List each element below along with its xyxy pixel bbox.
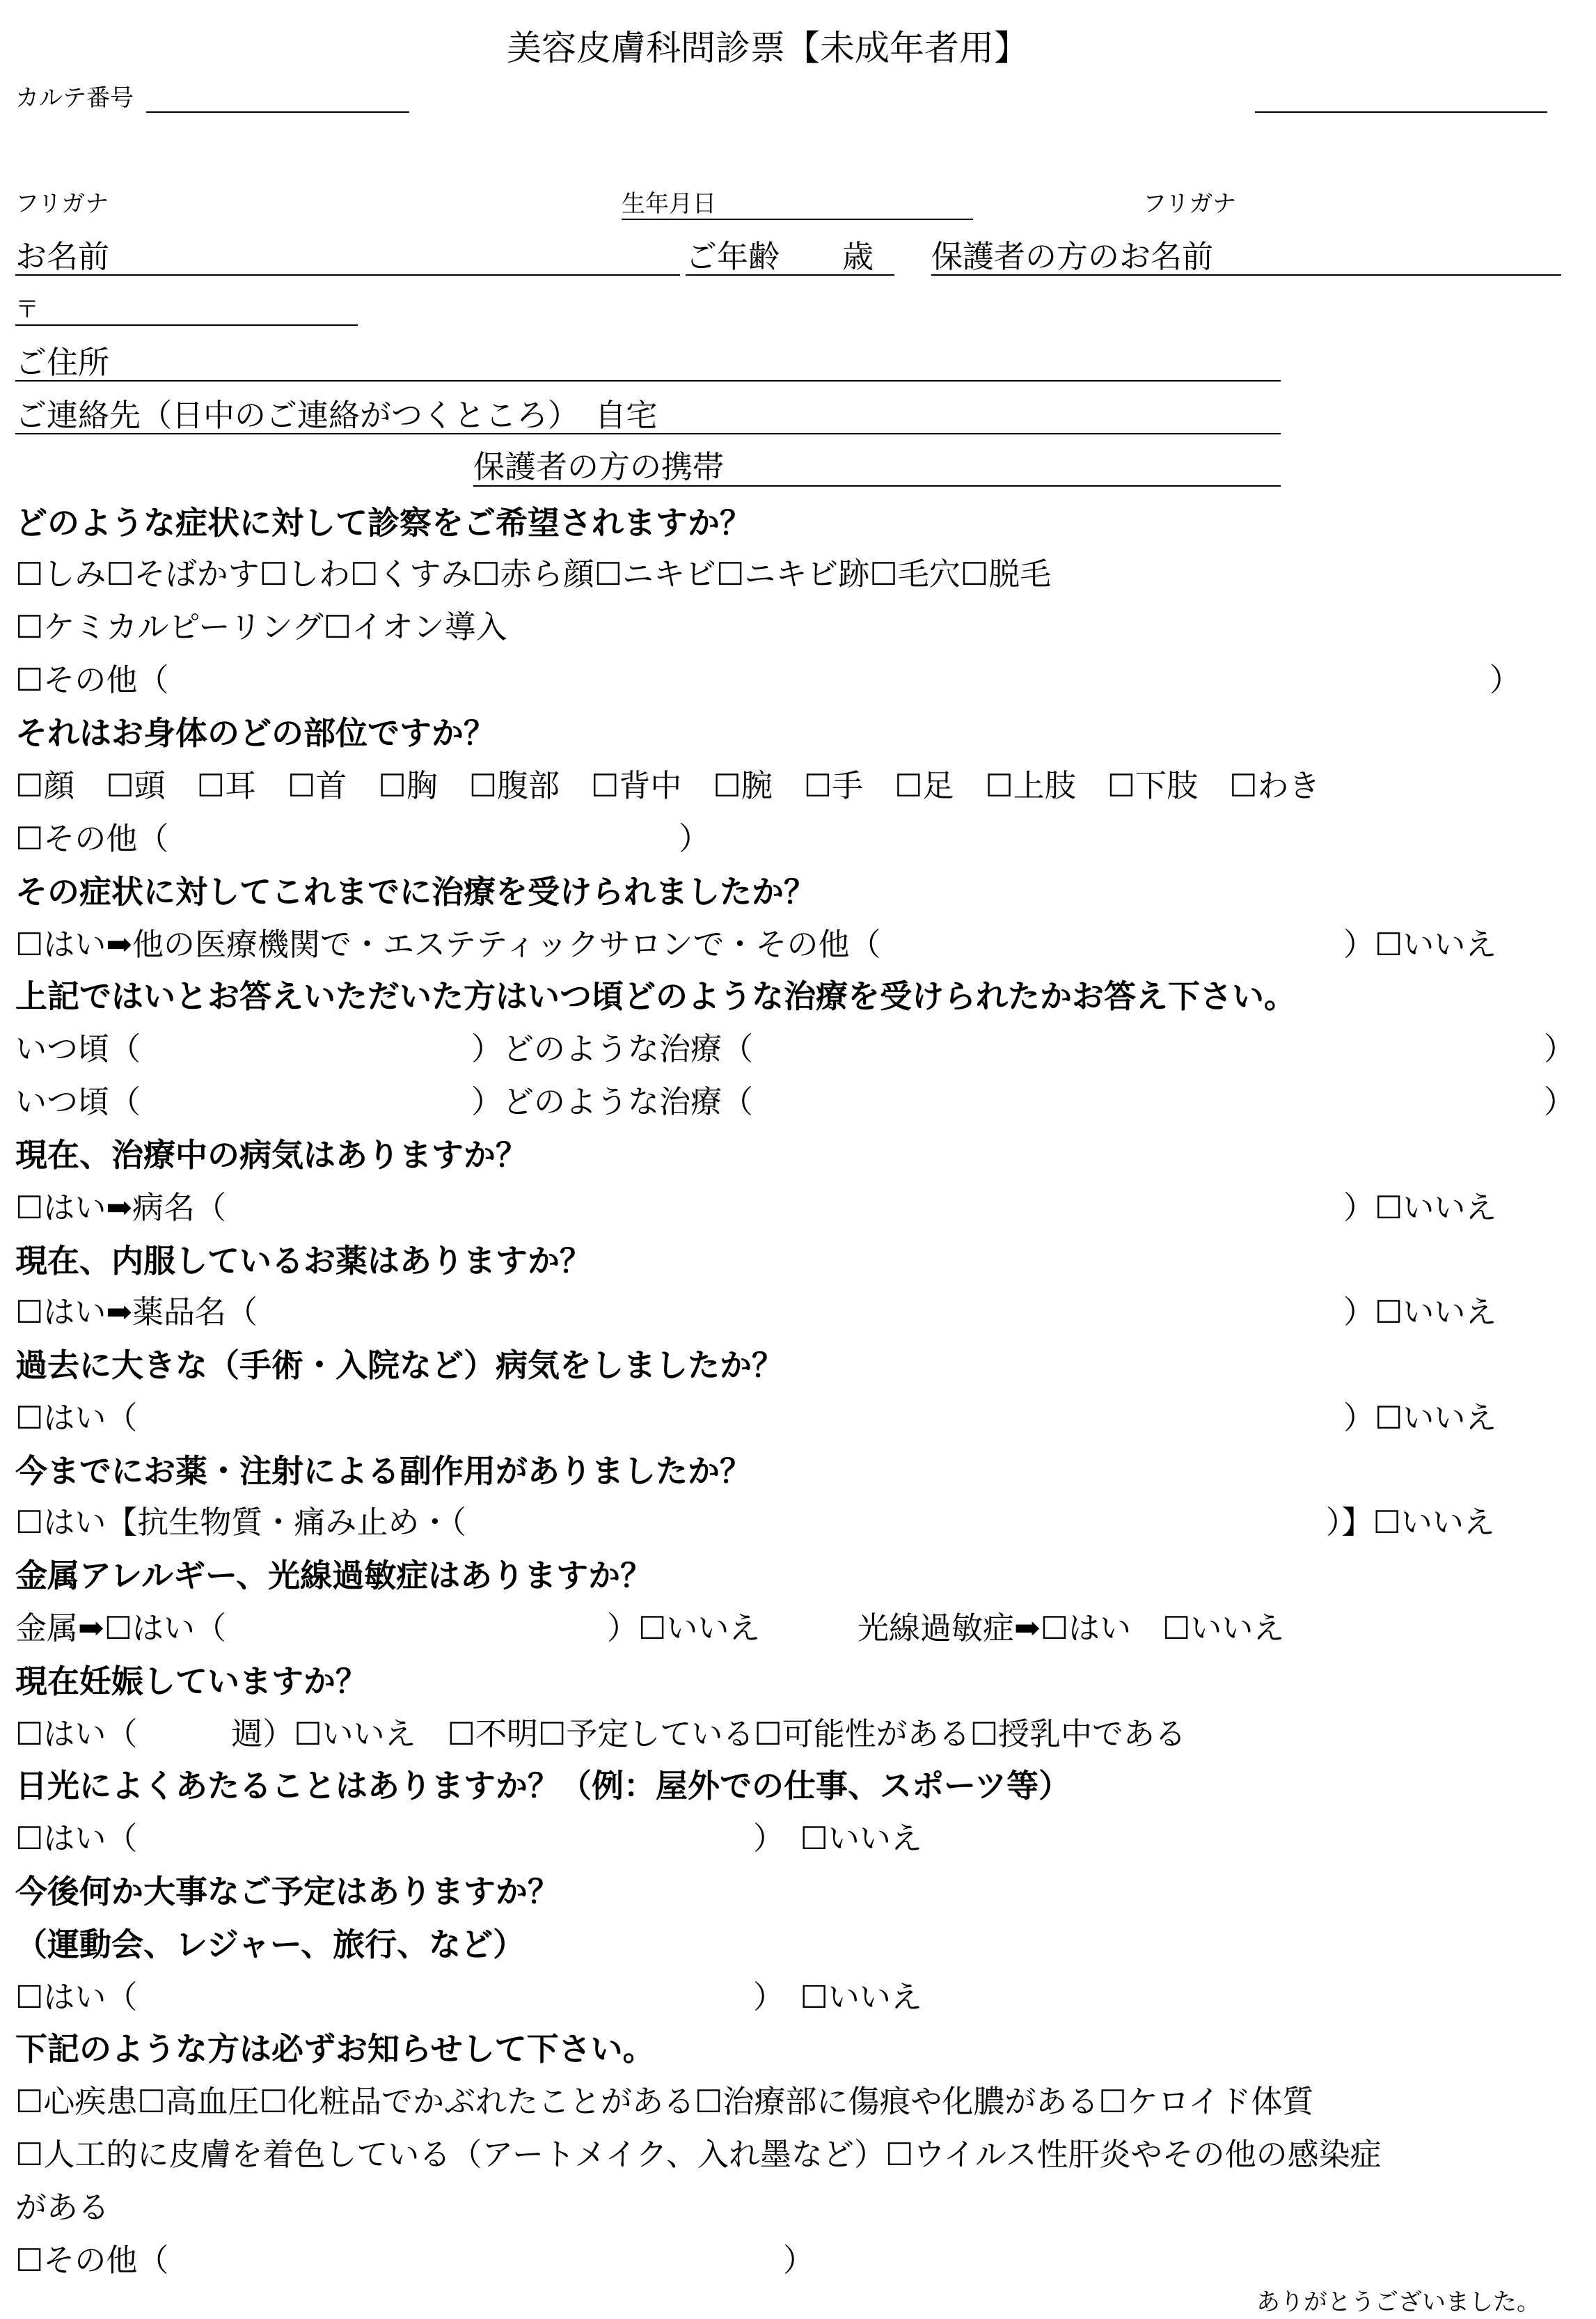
q7-no[interactable]: ）☐いいえ [1343,1399,1497,1436]
q13-other-close: ） [783,2242,815,2279]
q9-metal-no[interactable]: ）☐いいえ [607,1610,761,1646]
q1-other-close: ） [1490,661,1522,698]
q4-when-1[interactable]: いつ頃（ [15,1030,141,1067]
q13-other-open[interactable]: ☐その他（ [15,2242,169,2279]
q12-yes[interactable]: ☐はい（ [15,1979,138,2015]
contact-label: ご連絡先（日中のご連絡がつくところ） 自宅 [15,397,658,434]
q4-close-1: ） [1544,1030,1576,1067]
chart-number-label: カルテ番号 [15,84,134,112]
q1-question: どのような症状に対して診察をご希望されますか？ [15,504,752,542]
q3-yes[interactable]: ☐はい➡他の医療機関で・エステティックサロンで・その他（ [15,926,881,963]
age-label: ご年齢 歳 [686,238,874,275]
q8-no[interactable]: ）】☐いいえ [1326,1504,1495,1541]
q8-question: 今までにお薬・注射による副作用がありましたか？ [15,1452,752,1490]
postal-mark: 〒 [15,296,39,324]
q13-options-row1[interactable]: ☐心疾患☐高血圧☐化粧品でかぶれたことがある☐治療部に傷痕や化膿がある☐ケロイド体質 [15,2083,1314,2120]
q12-no[interactable]: ） ☐いいえ [753,1979,922,2015]
page-title: 美容皮膚科問診票【未成年者用】 [507,28,1029,68]
q5-question: 現在、治療中の病気はありますか？ [15,1136,528,1174]
q11-yes[interactable]: ☐はい（ [15,1820,138,1857]
q5-no[interactable]: ）☐いいえ [1343,1189,1497,1226]
q6-question: 現在、内服しているお薬はありますか？ [15,1242,592,1280]
guardian-name-label: 保護者の方のお名前 [931,238,1214,275]
age-line[interactable] [686,274,894,276]
q5-yes[interactable]: ☐はい➡病名（ [15,1189,227,1226]
name-line[interactable] [15,274,680,276]
q2-options-row1[interactable]: ☐顔 ☐頭 ☐耳 ☐首 ☐胸 ☐腹部 ☐背中 ☐腕 ☐手 ☐足 ☐上肢 ☐下肢 ☐わき [15,767,1320,804]
q1-options-row2[interactable]: ☐ケミカルピーリング☐イオン導入 [15,608,507,645]
q2-other-close: ） [679,820,711,857]
q4-when-2[interactable]: いつ頃（ [15,1083,141,1120]
q6-yes[interactable]: ☐はい➡薬品名（ [15,1294,258,1330]
q4-what-2[interactable]: ）どのような治療（ [471,1083,754,1120]
address-line[interactable] [15,380,1281,382]
q3-no[interactable]: ）☐いいえ [1343,926,1497,963]
q12-question: 今後何か大事なご予定はありますか？ [15,1873,560,1910]
q13-options-row2[interactable]: ☐人工的に皮膚を着色している（アートメイク、入れ墨など）☐ウイルス性肝炎やその他の感染症 [15,2136,1382,2173]
q8-yes[interactable]: ☐はい【抗生物質・痛み止め・（ [15,1504,466,1541]
q9-metal[interactable]: 金属➡☐はい（ [15,1610,227,1646]
q2-other-open[interactable]: ☐その他（ [15,820,169,857]
q7-question: 過去に大きな（手術・入院など）病気をしましたか？ [15,1346,784,1384]
thanks-note: ありがとうございました。 [1256,2288,1540,2316]
contact-line[interactable] [15,433,1281,434]
guardian-mobile-label: 保護者の方の携帯 [473,448,725,485]
furigana-left-label: フリガナ [15,190,109,218]
q4-what-1[interactable]: ）どのような治療（ [471,1030,754,1067]
birthdate-line[interactable] [622,219,973,220]
q2-question: それはお身体のどの部位ですか？ [15,714,496,752]
q7-yes[interactable]: ☐はい（ [15,1399,138,1436]
q11-no[interactable]: ） ☐いいえ [753,1820,922,1857]
q11-question: 日光によくあたることはありますか？（例：屋外での仕事、スポーツ等） [15,1767,1071,1805]
q6-no[interactable]: ）☐いいえ [1343,1294,1497,1330]
q4-question: 上記ではいとお答えいただいた方はいつ頃どのような治療を受けられたかお答え下さい。 [15,977,1296,1015]
top-right-line[interactable] [1255,111,1547,113]
q3-question: その症状に対してこれまでに治療を受けられましたか？ [15,873,816,911]
q4-close-2: ） [1544,1083,1576,1120]
q1-other-open[interactable]: ☐その他（ [15,661,169,698]
guardian-mobile-line[interactable] [473,485,1281,487]
q13-question: 下記のような方は必ずお知らせして下さい。 [15,2030,655,2068]
q9-question: 金属アレルギー、光線過敏症はありますか？ [15,1557,653,1594]
q10-options[interactable]: ☐はい（ 週）☐いいえ ☐不明☐予定している☐可能性がある☐授乳中である [15,1715,1187,1752]
q1-options-row1[interactable]: ☐しみ☐そばかす☐しわ☐くすみ☐赤ら顔☐ニキビ☐ニキビ跡☐毛穴☐脱毛 [15,556,1052,592]
birthdate-label: 生年月日 [622,190,716,218]
q10-question: 現在妊娠していますか？ [15,1662,368,1700]
chart-number-line[interactable] [146,111,409,113]
address-label: ご住所 [15,344,110,381]
name-label: お名前 [15,238,110,275]
q9-light[interactable]: 光線過敏症➡☐はい ☐いいえ [858,1610,1285,1646]
q13-options-row3: がある [15,2189,110,2226]
furigana-right-label: フリガナ [1143,190,1237,218]
q12-question-sub: （運動会、レジャー、旅行、など） [15,1926,526,1963]
postal-code-line[interactable] [15,324,358,326]
guardian-name-line[interactable] [931,274,1561,276]
